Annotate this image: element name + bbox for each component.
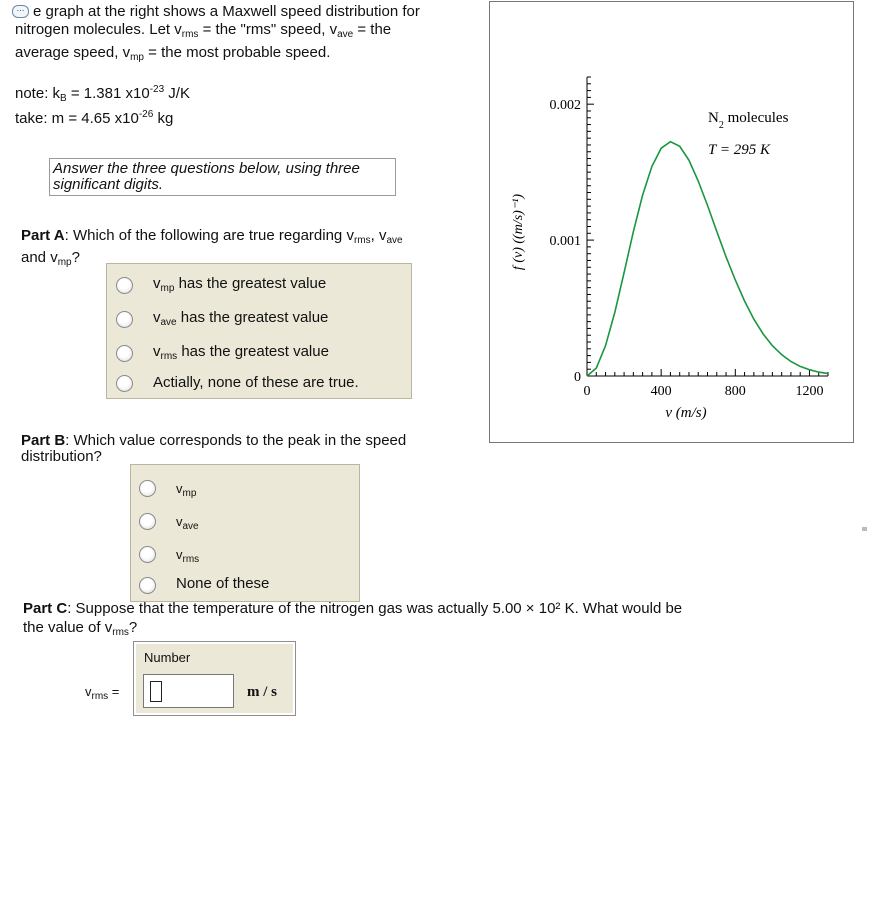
- part-c-question: Part C: Suppose that the temperature of the nitrogen gas was actually 5.00 × 10² K. What would be: [23, 600, 683, 617]
- part-a-radio-vmp[interactable]: [116, 277, 133, 294]
- instruction-line-2: significant digits.: [53, 176, 164, 193]
- part-a-radio-vrms[interactable]: [116, 345, 133, 362]
- number-label: Number: [144, 650, 191, 665]
- part-a-radio-none[interactable]: [116, 375, 133, 392]
- maxwell-graph-frame: [489, 1, 854, 443]
- annotation-temperature: T = 295 K: [708, 142, 770, 158]
- part-b-option-vmp[interactable]: $v_{mp}$: [176, 481, 197, 499]
- part-a-option-vave[interactable]: $v_{ave}$ has the greatest value: [153, 309, 329, 328]
- part-b-radio-vave[interactable]: [139, 513, 156, 530]
- feedback-bubble-icon[interactable]: ⋯: [12, 5, 29, 18]
- y-tick-label: 0.001: [549, 234, 581, 250]
- maxwell-chart: [490, 2, 855, 444]
- part-c-question-cont: the value of $v_{rms}$?: [23, 619, 138, 638]
- intro-line-2: nitrogen molecules. Let $v_{rms}$ = the "rms" speed, $v_{ave}$ = the: [15, 21, 392, 40]
- instruction-line-1: Answer the three questions below, using three: [53, 160, 360, 177]
- part-a-question: Part A: Which of the following are true regarding $v_{rms}$, $v_{ave}$: [21, 227, 403, 246]
- instruction-box: [49, 158, 396, 196]
- part-b-radio-vmp[interactable]: [139, 480, 156, 497]
- vrms-variable-label: $v_{rms}$ =: [85, 684, 120, 702]
- note-constant: note: $k_B = 1.381$ $x10^{-23}$ J/K: [15, 84, 190, 104]
- y-tick-label: 0: [574, 370, 581, 385]
- y-tick-label: 0.002: [549, 98, 581, 114]
- intro-line-3: average speed, $v_{mp}$ = the most probable speed.: [15, 44, 331, 63]
- part-b-question-cont: distribution?: [21, 448, 102, 465]
- y-axis-label: f (v) ((m/s)⁻¹): [511, 193, 526, 271]
- text-cursor: [150, 681, 162, 702]
- x-tick-label: 0: [583, 384, 591, 399]
- take-mass: take: m = 4.65 $x10^{-26}$ kg: [15, 109, 174, 127]
- intro-line-1: e graph at the right shows a Maxwell speed distribution for: [33, 3, 420, 20]
- part-b-radio-none[interactable]: [139, 577, 156, 594]
- scroll-marker: [862, 527, 867, 531]
- part-b-question: Part B: Which value corresponds to the peak in the speed: [21, 432, 407, 449]
- x-tick-label: 1200: [795, 384, 824, 399]
- part-b-radio-vrms[interactable]: [139, 546, 156, 563]
- x-tick-label: 800: [724, 384, 746, 399]
- distribution-curve: [587, 142, 828, 376]
- part-b-option-vrms[interactable]: $v_{rms}$: [176, 547, 200, 565]
- part-a-option-vmp[interactable]: $v_{mp}$ has the greatest value: [153, 275, 327, 294]
- part-a-option-vrms[interactable]: $v_{rms}$ has the greatest value: [153, 343, 329, 362]
- part-a-question-cont: and $v_{mp}$?: [21, 249, 80, 268]
- part-b-option-vave[interactable]: $v_{ave}$: [176, 514, 199, 532]
- unit-label: m / s: [247, 684, 277, 700]
- part-a-radio-vave[interactable]: [116, 311, 133, 328]
- x-axis-label: v (m/s): [665, 405, 707, 421]
- x-tick-label: 400: [650, 384, 672, 399]
- annotation-molecules: $N_2$ molecules: [708, 110, 789, 131]
- part-b-option-none[interactable]: None of these: [176, 575, 270, 592]
- part-a-option-none[interactable]: Actially, none of these are true.: [153, 374, 359, 391]
